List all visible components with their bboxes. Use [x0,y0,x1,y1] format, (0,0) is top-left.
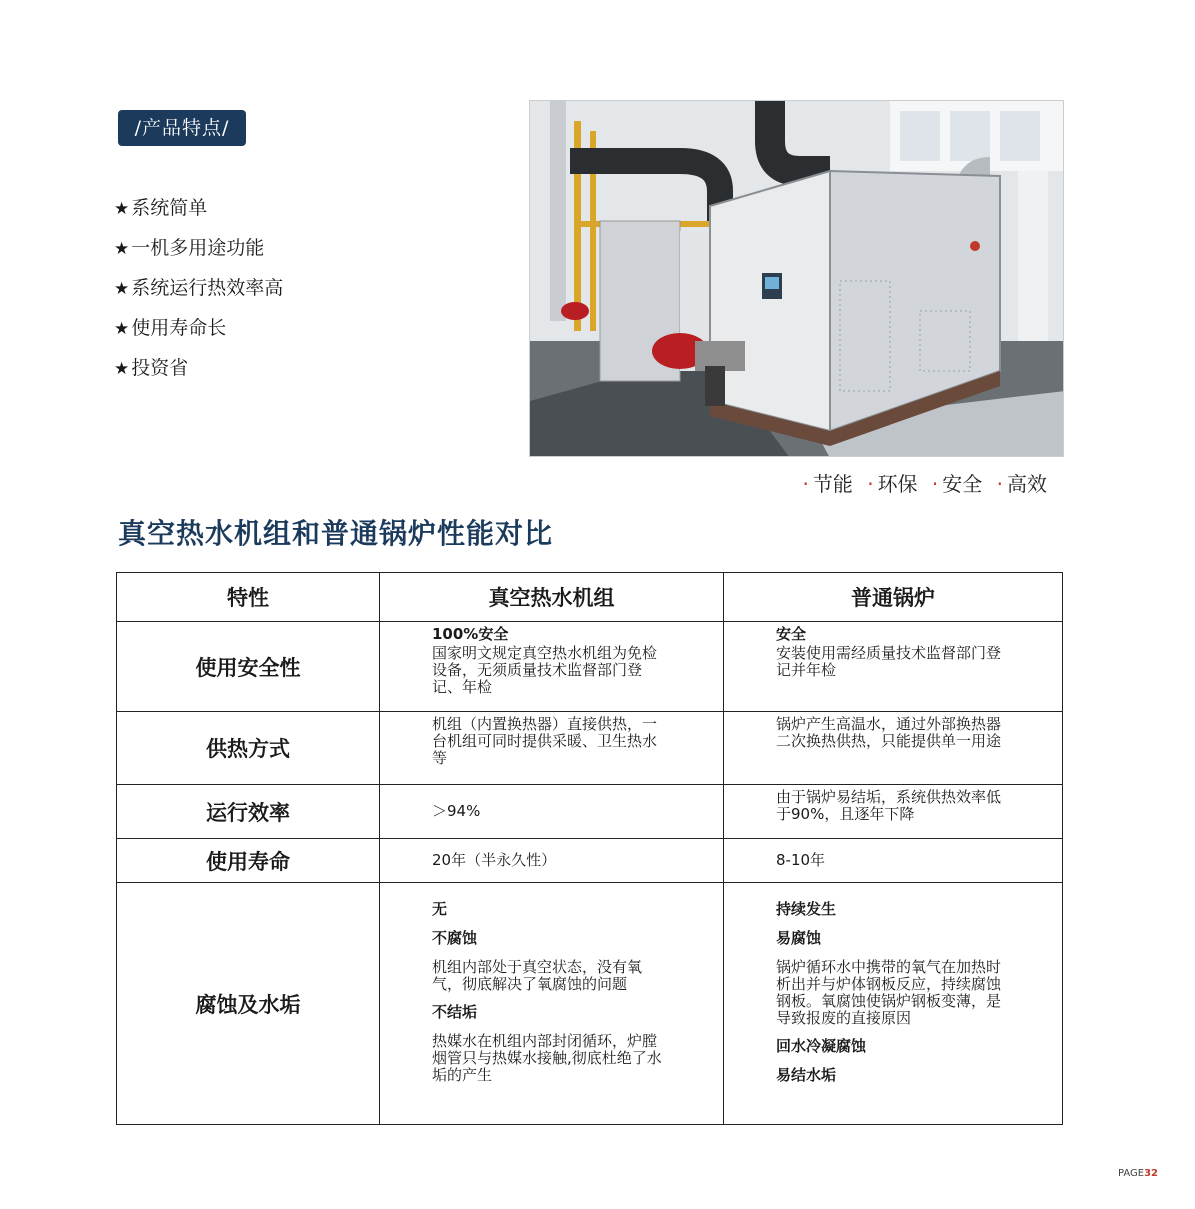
feature-item: ★ 系统运行热效率高 [114,277,284,299]
boiler-room-photo [529,100,1064,457]
cell-heading: 不结垢 [432,1003,478,1021]
feature-item: ★ 系统简单 [114,197,208,219]
vacuum-cell [380,883,724,1125]
section-badge: /产品特点/ [118,110,246,146]
tagline: · 节能 · 环保 · 安全 · 高效 [802,472,1047,496]
cell-text: 8-10年 [776,851,826,869]
cell-text: 锅炉产生高温水，通过外部换热器二次换热供热，只能提供单一用途 [776,715,1002,750]
cell-heading: 不腐蚀 [432,929,478,947]
star-icon: ★ [114,359,130,379]
cell-heading: 回水冷凝腐蚀 [776,1037,867,1055]
bullet-dot-icon: · [802,472,809,496]
bullet-dot-icon: · [931,472,939,496]
feature-cell: 使用安全性 [117,622,380,712]
star-icon: ★ [114,319,130,339]
star-icon: ★ [114,239,130,259]
cell-text: 机组内部处于真空状态，没有氧气，彻底解决了氧腐蚀的问题 [432,958,643,993]
column-header: 特性 [117,573,380,622]
cell-text: ＞94% [432,802,481,820]
cell-text: 锅炉循环水中携带的氧气在加热时析出并与炉体钢板反应，持续腐蚀钢板。氧腐蚀使锅炉钢板变薄，是导致报废的直接原因 [776,958,1002,1027]
cell-heading: 100%安全 [432,625,509,643]
cell-text: 热媒水在机组内部封闭循环，炉膛烟管只与热媒水接触,彻底杜绝了水垢的产生 [432,1032,662,1084]
bullet-dot-icon: · [867,472,874,496]
bullet-dot-icon: · [996,472,1003,496]
boiler-cell [724,839,1063,883]
table-row [117,712,1063,785]
vacuum-cell [380,622,724,712]
column-header: 普通锅炉 [724,573,1063,622]
boiler-cell [724,785,1063,839]
feature-cell: 供热方式 [117,712,380,785]
feature-item: ★ 使用寿命长 [114,317,227,339]
table-row [117,622,1063,712]
cell-text: 由于锅炉易结垢，系统供热效率低于90%，且逐年下降 [776,788,1002,823]
cell-heading: 持续发生 [776,900,837,918]
feature-cell: 使用寿命 [117,839,380,883]
cell-text: 安装使用需经质量技术监督部门登记并年检 [776,644,1002,679]
boiler-room-illustration [530,101,1064,457]
page-number: PAGE32 [1117,1168,1158,1179]
cell-heading: 易结水垢 [776,1066,837,1084]
cell-text: 国家明文规定真空热水机组为免检设备，无须质量技术监督部门登记、年检 [432,644,658,696]
vacuum-cell [380,839,724,883]
cell-text: 20年（半永久性） [432,851,557,869]
feature-item: ★ 一机多用途功能 [114,237,265,259]
table-row [117,785,1063,839]
table-header-row [117,573,1063,622]
star-icon: ★ [114,279,130,299]
comparison-table [116,572,1063,1125]
table-row [117,839,1063,883]
table-row [117,883,1063,1125]
section-title: 真空热水机组和普通锅炉性能对比 [118,517,554,550]
cell-heading: 安全 [776,625,807,643]
boiler-cell [724,712,1063,785]
feature-list [114,188,283,388]
vacuum-cell [380,785,724,839]
boiler-cell [724,883,1063,1125]
vacuum-cell [380,712,724,785]
cell-text: 机组（内置换热器）直接供热，一台机组可同时提供采暖、卫生热水等 [432,715,658,767]
feature-cell: 运行效率 [117,785,380,839]
boiler-cell [724,622,1063,712]
feature-item: ★ 投资省 [114,357,189,379]
star-icon: ★ [114,199,130,219]
column-header: 真空热水机组 [380,573,724,622]
feature-cell: 腐蚀及水垢 [117,883,380,1125]
cell-heading: 易腐蚀 [776,929,822,947]
cell-heading: 无 [432,900,448,918]
